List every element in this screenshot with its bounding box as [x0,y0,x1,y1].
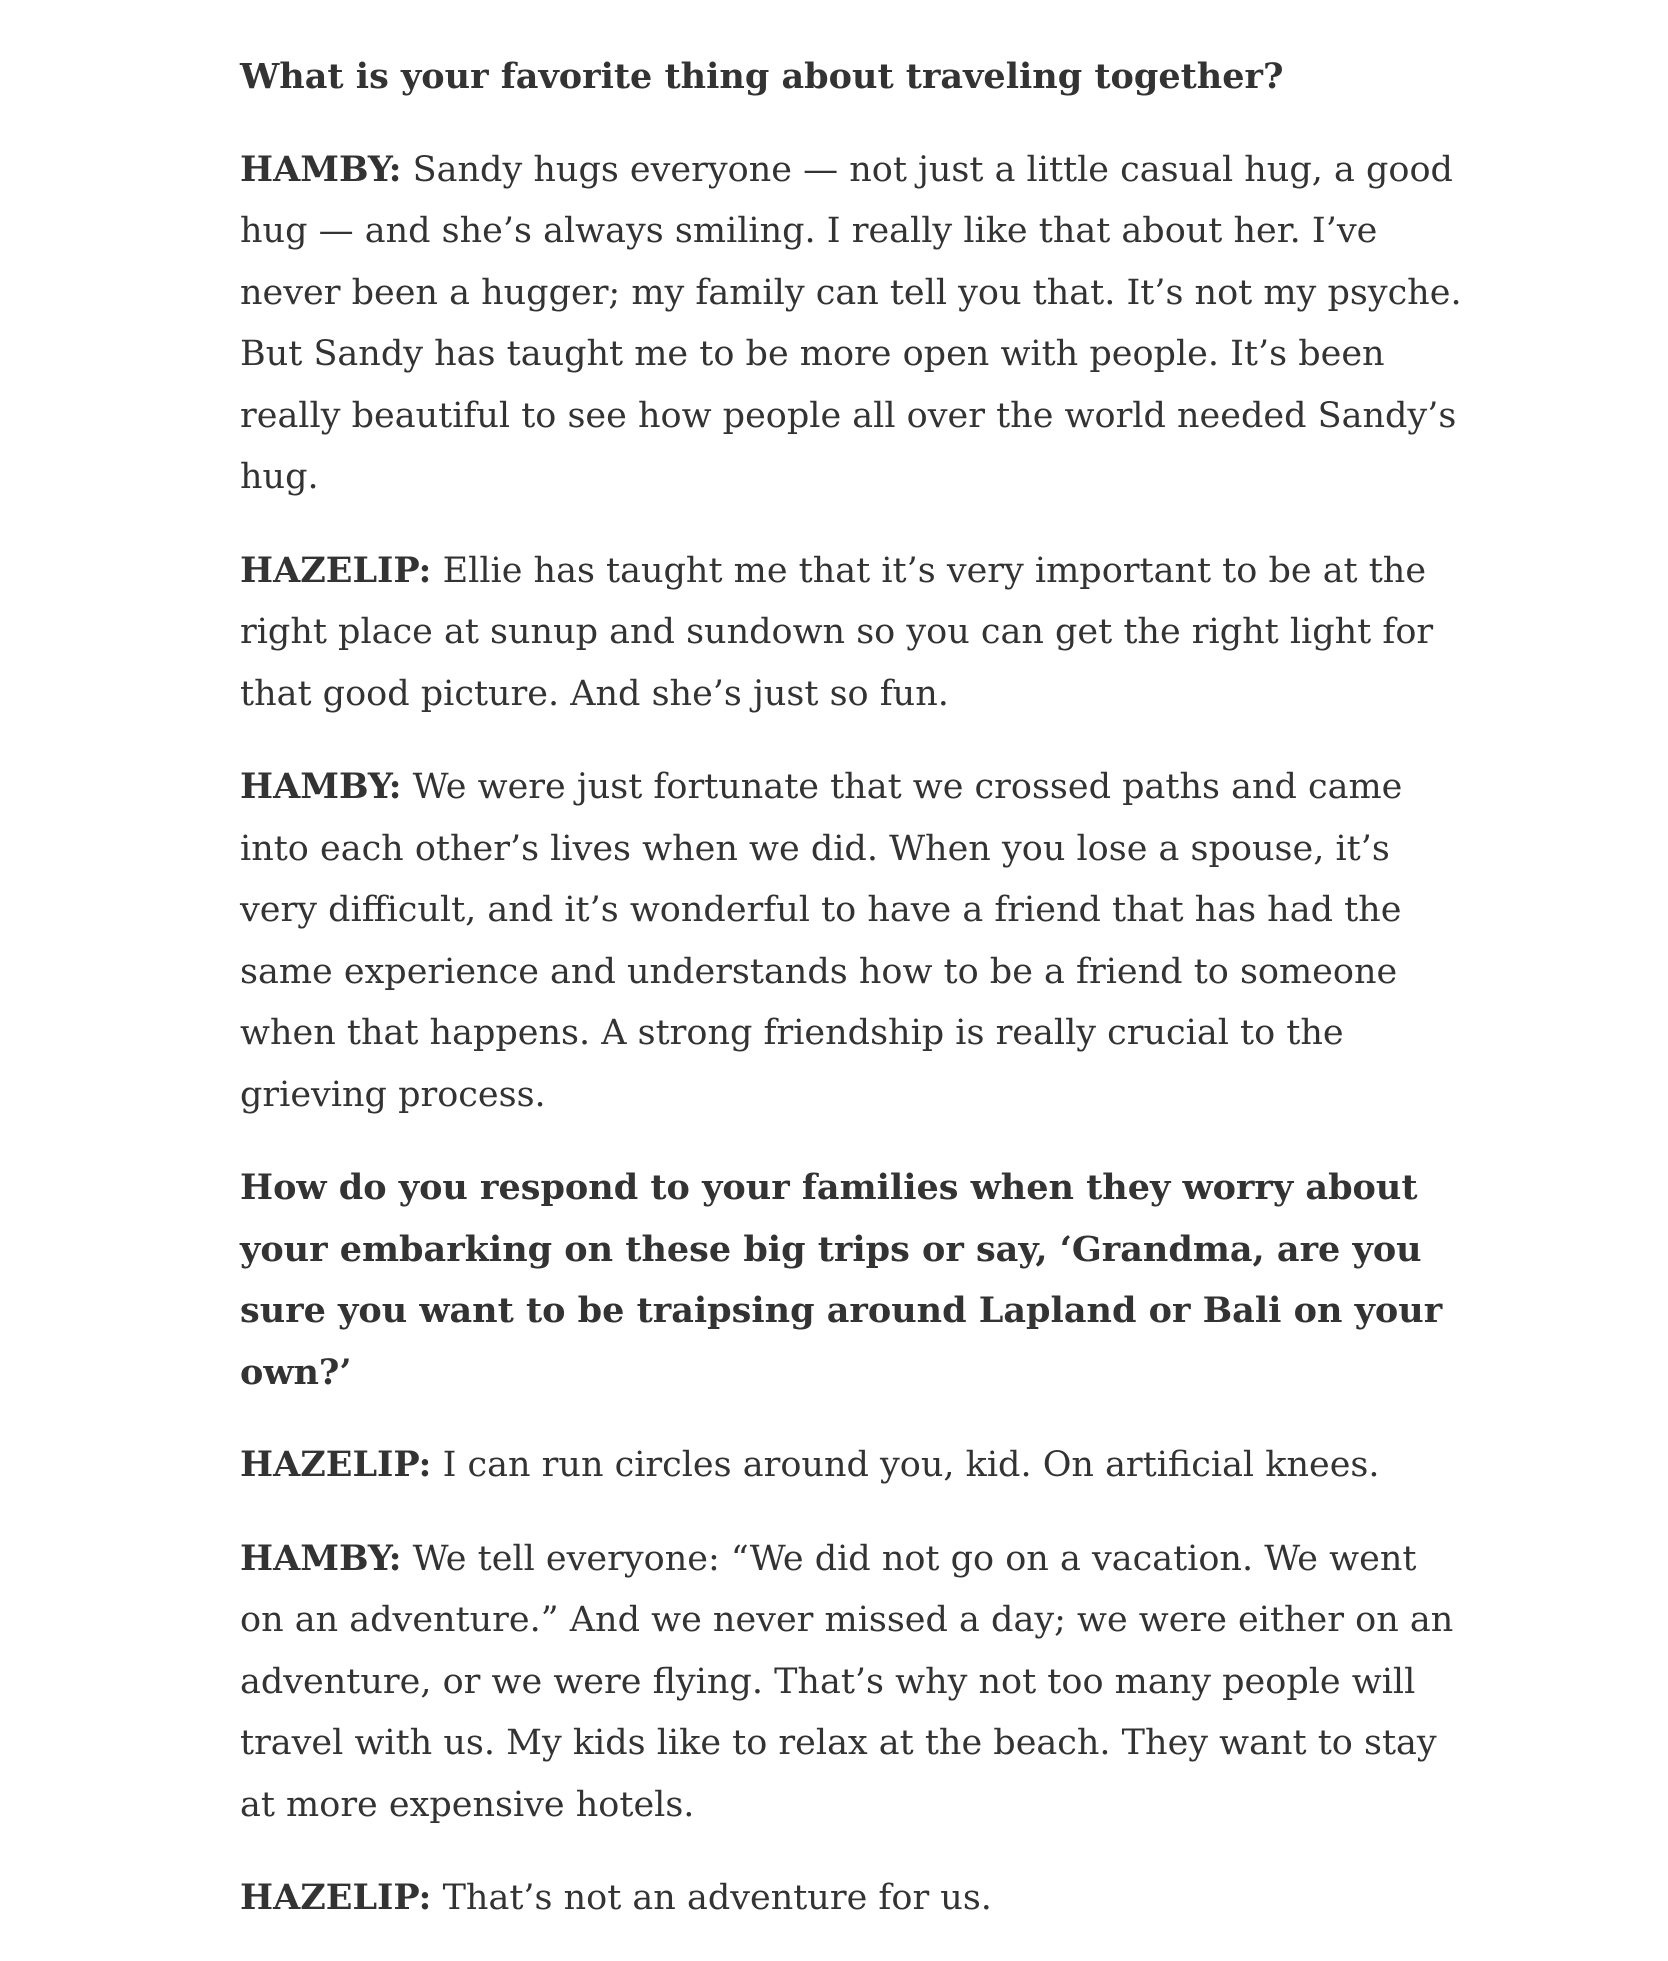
answer-text: Ellie has taught me that it’s very important to be at the right place at sunup and sundown so you can get the right light for that good picture. And she’s just so fun. [240,550,1434,714]
speaker-label: HAMBY: [240,1537,402,1579]
answer-text: I can run circles around you, kid. On artificial knees. [442,1445,1380,1485]
interview-answer [240,1528,1470,1837]
speaker-label: HAMBY: [240,148,402,190]
interview-answer [240,1434,1470,1497]
interview-article [240,46,1470,1961]
speaker-label: HAMBY: [240,766,402,807]
interview-answer [240,139,1470,509]
interview-answer [240,756,1470,1126]
speaker-label: HAZELIP: [240,1444,432,1485]
interview-question: What is your favorite thing about traveling together? [240,56,1284,97]
answer-text: That’s not an adventure for us. [442,1878,992,1918]
answer-text: We were just fortunate that we crossed paths and came into each other’s lives when we did. When you lose a spouse, it’s very difficult, and it’s wonderful to have a friend that has had the same experience and understands how to be a friend to someone when that happens. A strong friendship is really crucial to the grieving process. [240,767,1403,1115]
interview-answer [240,540,1470,726]
interview-answer [240,1867,1470,1930]
answer-text: We tell everyone: “We did not go on a vacation. We went on an adventure.” And we never missed a day; we were either on an adventure, or we were flying. That’s why not too many people will travel with us. My kids like to relax at the beach. They want to stay at more expensive hotels. [240,1538,1454,1825]
speaker-label: HAZELIP: [240,549,432,591]
speaker-label: HAZELIP: [240,1877,432,1918]
interview-question: How do you respond to your families when they worry about your embarking on these big trips or say, ‘Grandma, are you sure you want to be traipsing around Lapland or Bali on your own?’ [240,1167,1443,1393]
answer-text: Sandy hugs everyone — not just a little casual hug, a good hug — and she’s always smiling. I really like that about her. I’ve never been a hugger; my family can tell you that. It’s not my psyche. But Sandy has taught me to be more open with people. It’s been really beautiful to see how people all over the world needed Sandy’s hug. [240,149,1462,497]
